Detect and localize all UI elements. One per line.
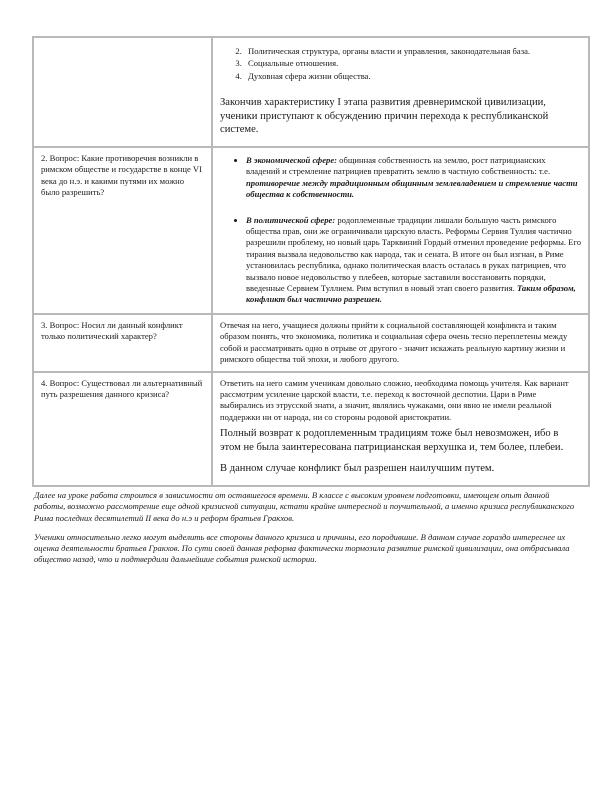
bullet-lead: В политической сфере:	[246, 214, 336, 225]
footnote-paragraph: Ученики относительно легко могут выделить все стороны данного кризиса и причины, его породившие. В данном случае гораздо интереснее их оценка деятельности братьев Гракхов. По сути своей данная реформа фактически тормозила развитие римской цивилизации, она отбрасывала общество назад, что и подтвердили дальнейшие события римской истории.	[34, 531, 570, 565]
characteristics-list	[220, 46, 581, 82]
answer-text-large: Полный возврат к родоплеменным традициям тоже был невозможен, ибо в этом не была заинтересована патрицианская верхушка и, тем более, плебеи.	[220, 428, 564, 453]
answer-cell	[212, 37, 589, 147]
question-text: 4. Вопрос: Существовал ли альтернативный путь разрешения данного кризиса?	[41, 377, 203, 399]
bullet-text: родоплеменные традиции лишали большую часть римского общества прав, они же ограничивали царскую власть. Реформы Сервия Туллия частично разрешили проблему, но новый царь Тарквиний Гордый отменил проведение реформы. Его тирания вызвала недовольство как народа, так и сената. В итоге он был изгнан, в Риме установилась республика, однако политическая власть осталась в руках патрициев, что вызвало новое недовольство у плебеев, которые заставили восстановить порядки, введенные Сервием Туллием. Рим вступил в новый этап своего развития.	[246, 214, 581, 294]
bullet-lead: В экономической сфере:	[246, 155, 337, 165]
table-row	[33, 147, 589, 314]
question-cell	[33, 372, 212, 486]
table-row	[33, 37, 589, 147]
question-text: 3. Вопрос: Носил ли данный конфликт только политический характер?	[41, 319, 183, 342]
list-item: 3. Социальные отношения.	[244, 58, 581, 69]
table-row	[33, 372, 589, 486]
answer-text: Ответить на него самим ученикам довольно сложно, необходима помощь учителя. Как вариант рассмотрим усиление царской власти, т.е. переход к восточной деспотии. Цари в Риме выбирались из этрусской знати, а значит, являлись чужаками, они явно не имели реальной поддержки ни от народа, ни со стороны родовой аристократии.	[220, 377, 569, 422]
bullet-text: общинная собственность на землю, рост патрицианских владений и стремление патрициев превратить землю в частную собственность: т.е.	[246, 155, 551, 177]
lesson-table	[32, 36, 590, 487]
list-item: 2. Политическая структура, органы власти и управления, законодательная база.	[244, 46, 581, 57]
list-item	[246, 155, 581, 201]
answer-cell	[212, 372, 589, 486]
table-row	[33, 314, 589, 372]
question-cell	[33, 314, 212, 372]
bullet-emphasis: Таким образом, конфликт был частично разрешен.	[246, 283, 576, 305]
document-page	[32, 36, 580, 566]
answer-text: Отвечая на него, учащиеся должны прийти к социальной составляющей конфликта и таким образом понять, что экономика, политика и социальная сфера очень тесно переплетены между собой и рассматривать одно в отрыве от другого - значит искажать реальную картину жизни и римского общества той эпохи, и любого другого.	[220, 319, 568, 365]
list-item	[246, 215, 581, 306]
bullet-emphasis: противоречие между традиционным общинным землевладением и стремление части общества к собственности.	[246, 177, 578, 200]
answer-conclusion: В данном случае конфликт был разрешен наилучшим путем.	[220, 463, 495, 475]
answer-cell	[212, 314, 589, 372]
question-text: 2. Вопрос: Какие противоречия возникли в римском обществе и государстве в конце VI века до н.э. и какими путями их можно было разрешить?	[41, 153, 202, 198]
question-cell-empty	[33, 37, 212, 147]
list-item: 4. Духовная сфера жизни общества.	[244, 71, 581, 82]
question-cell	[33, 147, 212, 314]
answer-cell	[212, 147, 589, 314]
footnote-paragraph: Далее на уроке работа строится в зависимости от оставшегося времени. В классе с высоким уровнем подготовки, имеющем опыт данной работы, возможно рассмотрение еще одной кризисной ситуации, кстати крайне интересной и поучительной, а именно кризиса республиканского Рима последних десятилетий II века до н.э и реформ братьев Гракхов.	[34, 489, 575, 523]
conclusion-text: Закончив характеристику I этапа развития древнеримской цивилизации, ученики приступают к обсуждению причин перехода к республиканской системе.	[220, 97, 549, 136]
answer-bullets	[220, 155, 581, 306]
